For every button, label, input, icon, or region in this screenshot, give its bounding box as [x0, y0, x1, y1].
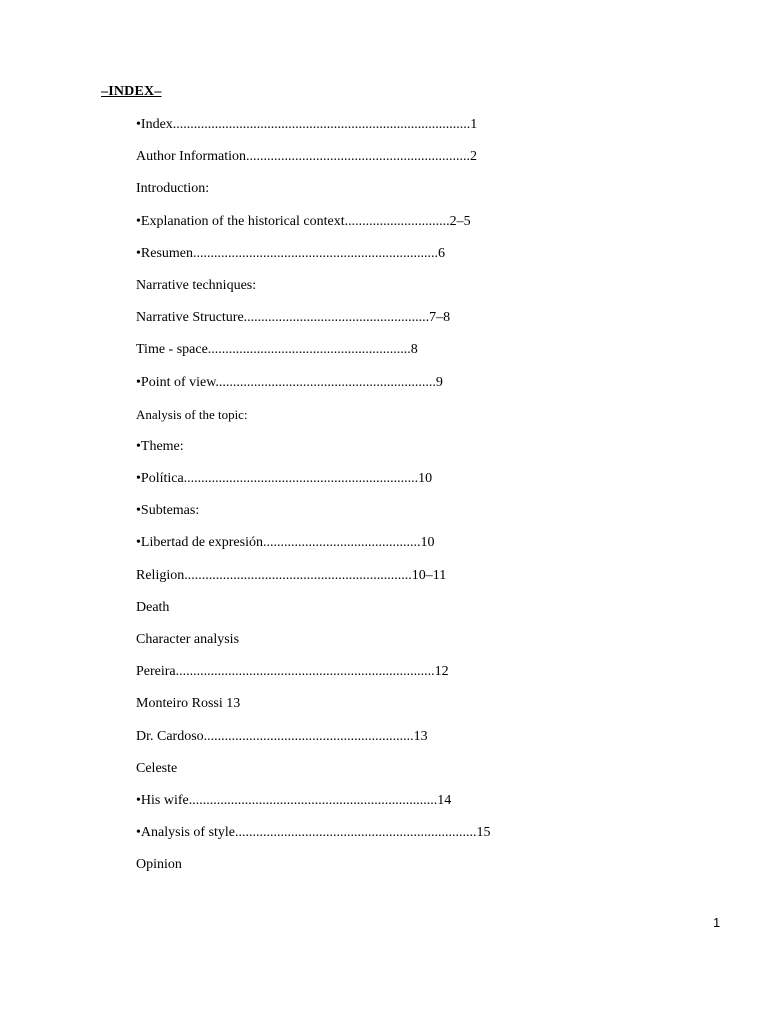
toc-entry-celeste: Celeste: [136, 760, 178, 776]
toc-entry-point-of-view: •Point of view...............................................................9: [136, 374, 443, 390]
toc-entry-religion: Religion.................................................................10–11: [136, 567, 447, 583]
toc-entry-dr-cardoso: Dr. Cardoso............................................................13: [136, 728, 428, 744]
toc-entry-resumen: •Resumen......................................................................6: [136, 245, 446, 261]
toc-entry-index: •Index.....................................................................................1: [136, 117, 478, 132]
toc-entry-character-analysis: Character analysis: [136, 632, 240, 647]
toc-entry-author-information: Author Information................................................................2: [136, 149, 478, 165]
toc-entry-analysis-of-topic: Analysis of the topic:: [136, 406, 248, 422]
toc-entry-libertad-de-expresion: •Libertad de expresión.............................................10: [136, 535, 435, 551]
toc-entry-introduction: Introduction:: [136, 181, 210, 197]
page-number: 1: [713, 915, 721, 930]
toc-entry-narrative-techniques: Narrative techniques:: [136, 277, 257, 293]
toc-entry-narrative-structure: Narrative Structure.....................................................7–8: [136, 310, 451, 326]
toc-entry-time-space: Time - space..........................................................8: [136, 342, 418, 358]
toc-entry-monteiro-rossi: Monteiro Rossi 13: [136, 696, 241, 712]
toc-entry-subtemas: •Subtemas:: [136, 503, 200, 519]
table-of-contents: [136, 116, 491, 889]
toc-entry-death: Death: [136, 599, 170, 615]
toc-entry-opinion: Opinion: [136, 857, 182, 873]
toc-entry-pereira: Pereira..........................................................................12: [136, 664, 449, 680]
toc-entry-politica: •Política...................................................................10: [136, 471, 433, 487]
toc-entry-his-wife: •His wife.......................................................................14: [136, 792, 452, 808]
index-heading: –INDEX–: [101, 84, 162, 99]
toc-entry-theme: •Theme:: [136, 438, 184, 454]
toc-entry-historical-context: •Explanation of the historical context..............................2–5: [136, 213, 471, 229]
toc-entry-analysis-of-style: •Analysis of style.....................................................................15: [136, 825, 491, 841]
